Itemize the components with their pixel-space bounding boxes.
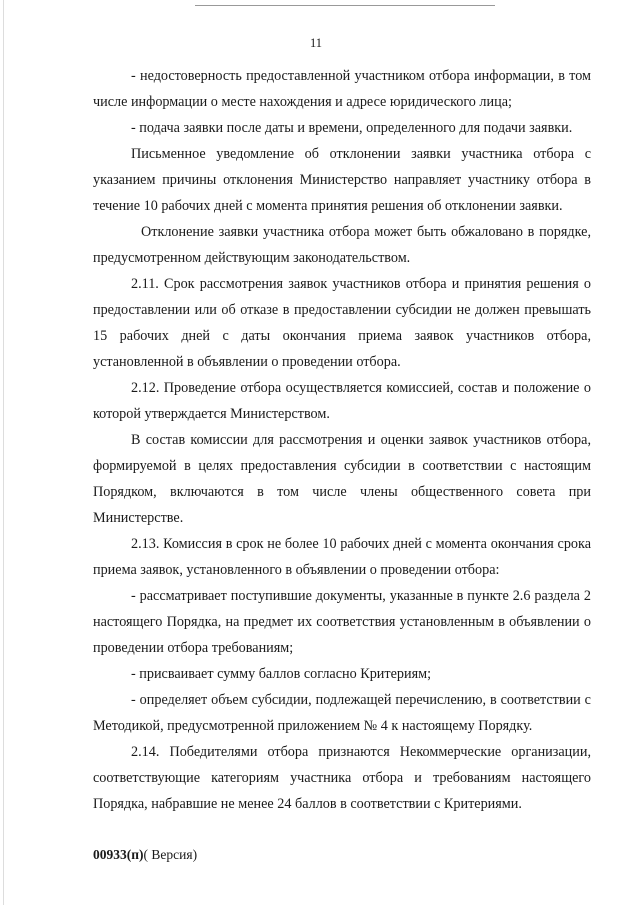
page-number: 11 [309,36,323,50]
document-version: ( Версия) [143,847,198,862]
paragraph-appeal: Отклонение заявки участника отбора может быть обжаловано в порядке, предусмотренном действующим законодательством. [93,224,591,266]
paragraph-rejection-notice: Письменное уведомление об отклонении заявки участника отбора с указанием причины отклонения Министерство направляет участнику отбора в течение 10 рабочих дней с момента принятия решения об отклонении заявки. [93,146,591,214]
paragraph-2-11: 2.11. Срок рассмотрения заявок участников отбора и принятия решения о предоставлении или об отказе в предоставлении субсидии не должен превышать 15 рабочих дней с даты окончания приема заявок участников отбора, установленной в объявлении о проведении отбора. [93,276,591,370]
paragraph-assigns-score: - присваивает сумму баллов согласно Критериям; [131,666,432,682]
paragraph-commission-composition: В состав комиссии для рассмотрения и оценки заявок участников отбора, формируемой в целях предоставления субсидии в соответствии с настоящим Порядком, включаются в том числе члены общественного совета при Министерстве. [93,432,591,526]
paragraph-unreliable-info: - недостоверность предоставленной участником отбора информации, в том числе информации о месте нахождения и адресе юридического лица; [93,68,591,110]
scan-top-edge [195,5,495,6]
document-body [93,63,591,817]
paragraph-reviews-documents: - рассматривает поступившие документы, указанные в пункте 2.6 раздела 2 настоящего Порядка, на предмет их соответствия установленным в объявлении о проведении отбора требованиям; [93,588,591,656]
paragraph-2-14: 2.14. Победителями отбора признаются Некоммерческие организации, соответствующие категориям участника отбора и требованиям настоящего Порядка, набравшие не менее 24 баллов в соответствии с Критериями. [93,744,591,812]
paragraph-2-12: 2.12. Проведение отбора осуществляется комиссией, состав и положение о которой утверждается Министерством. [93,380,591,422]
paragraph-late-submission: - подача заявки после даты и времени, определенного для подачи заявки. [131,120,573,136]
document-code: 00933(п) [93,847,144,862]
scan-left-edge [3,0,4,905]
paragraph-2-13: 2.13. Комиссия в срок не более 10 рабочих дней с момента окончания срока приема заявок, установленного в объявлении о проведении отбора: [93,536,591,578]
document-footer [93,847,197,863]
paragraph-determines-subsidy: - определяет объем субсидии, подлежащей перечислению, в соответствии с Методикой, предусмотренной приложением № 4 к настоящему Порядку. [93,692,591,734]
